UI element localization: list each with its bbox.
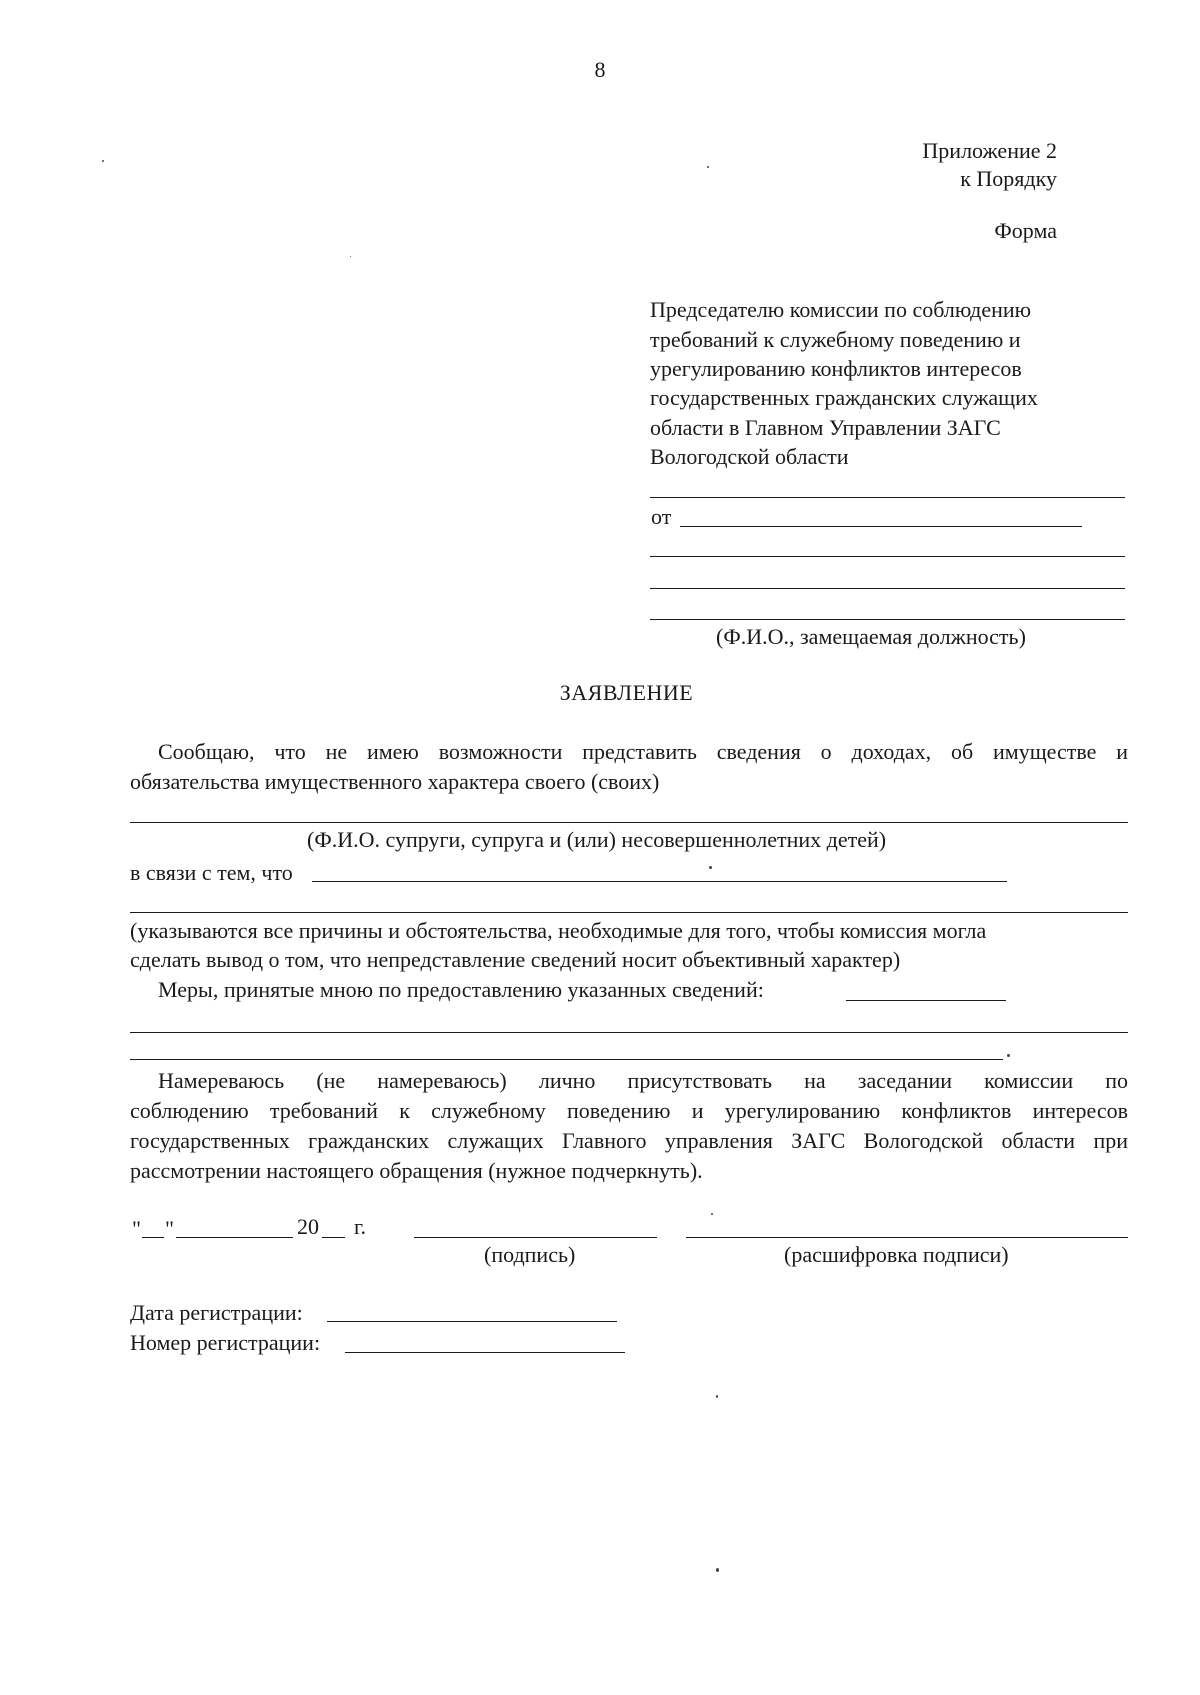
statement-paragraph [130,737,1128,767]
statement-title: ЗАЯВЛЕНИЕ [559,680,694,705]
reason-label: в связи с тем, что [130,860,293,885]
addressee-line-2: требований к служебному поведению и [650,327,1021,352]
reason-line[interactable] [130,912,1128,913]
appendix-line-2: к Порядку [960,166,1057,191]
date-month-line[interactable] [176,1237,293,1238]
registration-number-line[interactable] [345,1352,625,1353]
intent-paragraph-line: государственных гражданских служащих Главного управления ЗАГС Вологодской области при [130,1128,1128,1153]
intent-paragraph [130,1066,1128,1186]
scan-speck [709,866,712,869]
addressee-from-line[interactable] [680,526,1082,527]
page-number: 8 [594,57,606,82]
intent-paragraph-line: Намереваюсь (не намереваюсь) лично присутствовать на заседании комиссии по [158,1068,1128,1093]
addressee-from-label: от [651,504,672,529]
reason-caption-line: (указываются все причины и обстоятельства, необходимые для того, чтобы комиссия могла [130,918,987,943]
scan-speck [707,166,709,168]
addressee-line-4: государственных гражданских служащих [650,385,1038,410]
addressee-blank-line[interactable] [650,497,1125,498]
scan-speck [711,1213,713,1215]
addressee-line-3: урегулированию конфликтов интересов [650,356,1022,381]
signature-decode-caption: (расшифровка подписи) [784,1242,1009,1267]
form-label: Форма [994,218,1057,243]
intent-paragraph-line: рассмотрении настоящего обращения (нужное подчеркнуть). [130,1158,703,1183]
date-year-line[interactable] [322,1237,345,1238]
measures-line[interactable] [130,1059,1003,1060]
date-day-line[interactable] [142,1237,164,1238]
signature-caption: (подпись) [484,1242,576,1267]
date-quote-close: " [165,1216,174,1241]
signature-decode-line[interactable] [686,1237,1128,1238]
date-year-suffix: г. [354,1214,367,1239]
addressee-line-6: Вологодской области [650,444,849,469]
appendix-line-1: Приложение 2 [922,138,1057,163]
registration-number-label: Номер регистрации: [130,1330,321,1355]
spouse-name-line[interactable] [130,822,1128,823]
signature-line[interactable] [414,1237,657,1238]
addressee-line-5: области в Главном Управлении ЗАГС [650,415,1001,440]
measures-line[interactable] [130,1032,1128,1033]
registration-date-line[interactable] [327,1321,617,1322]
statement-paragraph-line: Сообщаю, что не имею возможности представить сведения о доходах, об имуществе и [158,739,1128,764]
addressee-blank-line[interactable] [650,556,1125,557]
scan-speck [716,1395,718,1398]
addressee-caption: (Ф.И.О., замещаемая должность) [716,624,1026,649]
date-year-prefix: 20 [297,1214,319,1239]
reason-caption-line: сделать вывод о том, что непредставление сведений носит объективный характер) [130,947,901,972]
spouse-caption: (Ф.И.О. супруги, супруга и (или) несовершеннолетних детей) [307,827,887,852]
reason-line[interactable] [312,881,1007,882]
scan-speck [102,160,104,162]
registration-date-label: Дата регистрации: [130,1300,303,1325]
addressee-line-1: Председателю комиссии по соблюдению [650,297,1032,322]
addressee-blank-line[interactable] [650,588,1125,589]
scan-speck [716,1568,719,1572]
measures-line[interactable] [846,1000,1006,1001]
intent-paragraph-line: соблюдению требований к служебному поведению и урегулированию конфликтов интересов [130,1098,1128,1123]
measures-label: Меры, принятые мною по предоставлению указанных сведений: [158,977,764,1002]
scan-speck [350,256,351,257]
addressee-blank-line[interactable] [650,619,1125,620]
statement-paragraph-line: обязательства имущественного характера своего (своих) [130,769,660,794]
period-mark [1007,1054,1010,1057]
date-quote-open: " [132,1216,141,1241]
